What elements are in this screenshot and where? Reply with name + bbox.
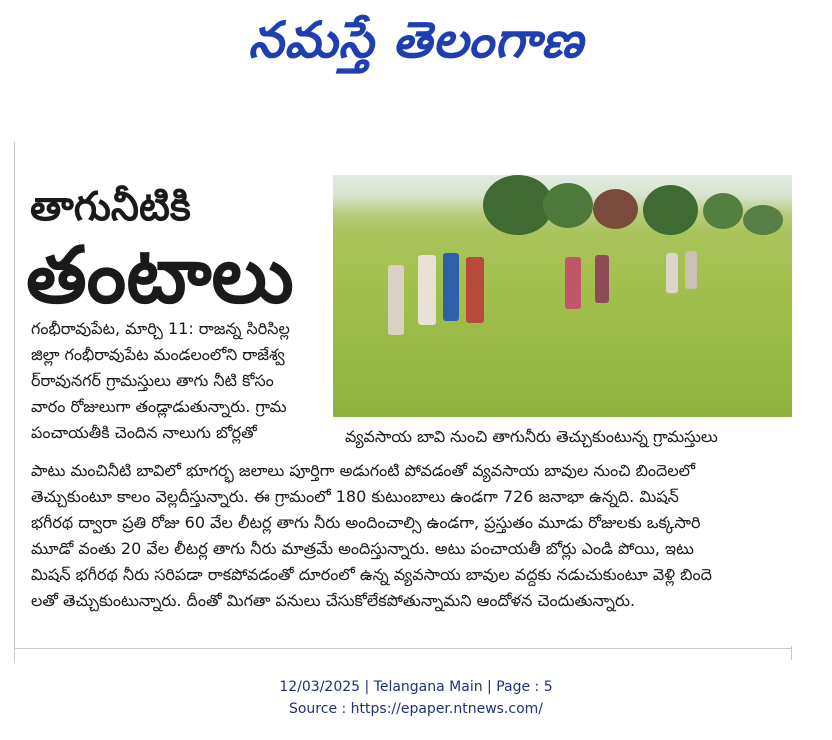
page-footer (0, 676, 832, 720)
body-line: పంచాయతీకి చెందిన నాలుగు బోర్లతో (31, 423, 257, 442)
article-headline: తంటాలు (26, 231, 294, 321)
photo-villager (685, 251, 697, 289)
article-body-full (31, 458, 791, 614)
body-line: పాటు మంచినీటి బావిలో భూగర్భ జలాలు పూర్తిగా అడుగంటి పోవడంతో వ్యవసాయ బావుల నుంచి బిందెలలో (31, 461, 696, 480)
photo-tree (593, 189, 638, 229)
article-body-column (31, 316, 329, 446)
photo-villager (466, 257, 484, 323)
article-kicker: తాగునీటికి (30, 184, 191, 230)
photo-tree (703, 193, 743, 229)
body-line: తెచ్చుకుంటూ కాలం వెల్లదీస్తున్నారు. ఈ గ్రామంలో 180 కుటుంబాలు ఉండగా 726 జనాభా ఉన్నది. మిషన్ (31, 487, 679, 506)
body-line: గంభీరావుపేట, మార్చి 11: రాజన్న సిరిసిల్ల (31, 319, 290, 338)
photo-tree (543, 183, 593, 228)
photo-tree (643, 185, 698, 235)
frame-border-bottom (14, 648, 792, 649)
photo-caption: వ్యవసాయ బావి నుంచి తాగునీరు తెచ్చుకుంటున్న గ్రామస్తులు (345, 427, 718, 446)
frame-border-right (791, 646, 792, 660)
photo-villager (388, 265, 404, 335)
footer-source-link[interactable]: Source : https://epaper.ntnews.com/ (288, 701, 544, 717)
body-line: వారం రోజులుగా తండ్లాడుతున్నారు. గ్రామ (31, 397, 287, 416)
photo-villager (666, 253, 678, 293)
photo-villager (418, 255, 436, 325)
photo-villager (595, 255, 609, 303)
footer-date-page: 12/03/2025 | Telangana Main | Page : 5 (279, 679, 553, 695)
masthead-logo: నమస్తే తెలంగాణ (248, 11, 584, 69)
photo-villager (565, 257, 581, 309)
article-photo (333, 175, 792, 417)
body-line: భగీరథ ద్వారా ప్రతి రోజు 60 వేల లీటర్ల తాగు నీరు అందించాల్సి ఉండగా, ప్రస్తుతం మూడు రోజులకు ఒక్కసారి (31, 513, 701, 532)
body-line: లతో తెచ్చుకుంటున్నారు. దీంతో మిగతా పనులు చేసుకోలేకపోతున్నామని ఆందోళన చెందుతున్నారు. (31, 591, 636, 610)
photo-villager (443, 253, 459, 321)
body-line: మూడో వంతు 20 వేల లీటర్ల తాగు నీరు మాత్రమే అందిస్తున్నారు. అటు పంచాయతీ బోర్లు ఎండి పోయి, ఇటు (31, 539, 694, 558)
body-line: జిల్లా గంభీరావుపేట మండలంలోని రాజేశ్వ (31, 345, 285, 364)
body-line: మిషన్ భగీరథ నీరు సరిపడా రాకపోవడంతో దూరంలో ఉన్న వ్యవసాయ బావుల వద్దకు నడుచుకుంటూ వెళ్లి బిందె (31, 565, 712, 584)
photo-tree (743, 205, 783, 235)
body-line: ర్‌రావునగర్ గ్రామస్తులు తాగు నీటి కోసం (31, 371, 274, 390)
frame-border-left (14, 142, 15, 662)
